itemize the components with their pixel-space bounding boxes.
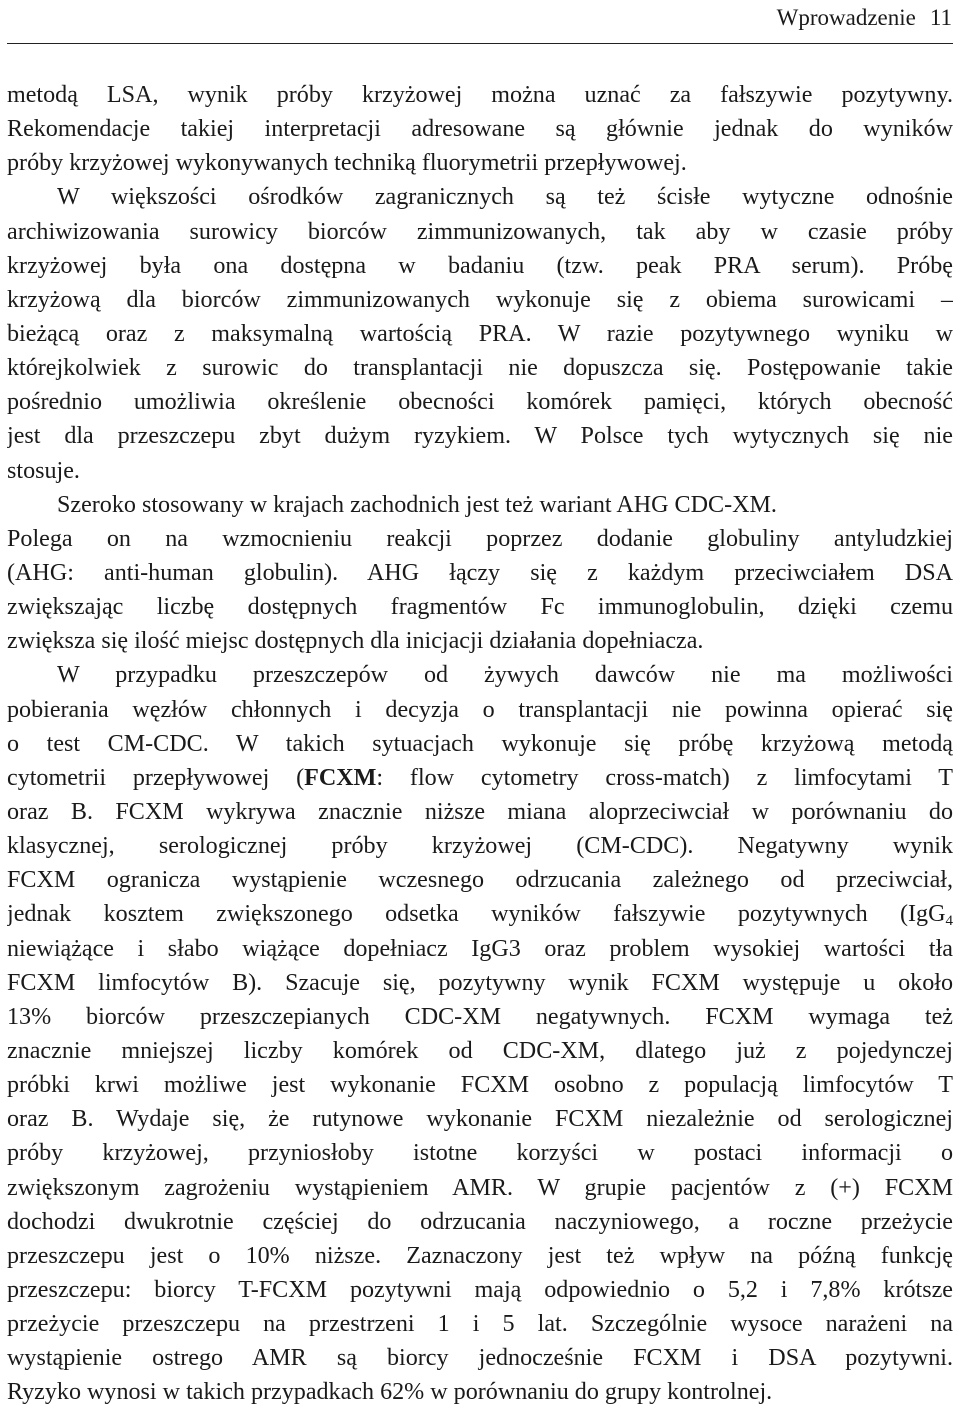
text-line: przeszczepu jest o 10% niższe. Zaznaczony jest też wpływ na późną funkcję	[7, 1242, 953, 1269]
text-line: FCXM ogranicza wystąpienie wczesnego odrzucania zależnego od przeciwciał,	[7, 867, 953, 894]
text-line	[7, 761, 953, 795]
text-line: niewiążące i słabo wiążące dopełniacz IgG3 oraz problem wysokiej wartości tła	[7, 935, 953, 962]
text-line: bieżącą oraz z maksymalną wartością PRA. W razie pozytywnego wyniku w	[7, 320, 953, 347]
text-line: znacznie mniejszej liczby komórek od CDC-XM, dlatego już z pojedynczej	[7, 1037, 953, 1064]
text-line: oraz B. Wydaje się, że rutynowe wykonanie FCXM niezależnie od serologicznej	[7, 1106, 953, 1133]
text-line: zwiększonym zagrożeniu wystąpieniem AMR. W grupie pacjentów z (+) FCXM	[7, 1174, 953, 1201]
text-segment: cytometrii przepływowej (	[7, 764, 305, 791]
header-rule	[7, 43, 953, 44]
text-line: o test CM-CDC. W takich sytuacjach wykonuje się próbę krzyżową metodą	[7, 730, 953, 757]
text-line: stosuje.	[7, 457, 80, 484]
text-line: FCXM limfocytów B). Szacuje się, pozytywny wynik FCXM występuje u około	[7, 969, 953, 996]
text-line: Polega on na wzmocnieniu reakcji poprzez dodanie globuliny antyludzkiej	[7, 525, 953, 552]
section-title: Wprowadzenie	[776, 5, 916, 30]
text-line: zwiększając liczbę dostępnych fragmentów Fc immunoglobulin, dzięki czemu	[7, 594, 953, 621]
text-line: krzyżowej była ona dostępna w badaniu (tzw. peak PRA serum). Próbę	[7, 252, 953, 279]
text-line: Ryzyko wynosi w takich przypadkach 62% w porównaniu do grupy kontrolnej.	[7, 1379, 773, 1406]
text-line: dochodzi dwukrotnie częściej do odrzucania naczyniowego, a roczne przeżycie	[7, 1208, 953, 1235]
text-line: W przypadku przeszczepów od żywych dawców nie ma możliwości	[57, 662, 953, 689]
text-line: krzyżową dla biorców zimmunizowanych wykonuje się z obiema surowicami –	[7, 286, 953, 313]
text-line: pobierania węzłów chłonnych i decyzja o transplantacji nie powinna opierać się	[7, 696, 953, 723]
text-line: jest dla przeszczepu zbyt dużym ryzykiem. W Polsce tych wytycznych się nie	[7, 423, 953, 450]
running-head	[777, 4, 952, 32]
text-line: przeszczepu: biorcy T-FCXM pozytywni mają odpowiednio o 5,2 i 7,8% krótsze	[7, 1276, 953, 1303]
subscript: 4	[945, 913, 953, 930]
fcxm-term: FCXM	[304, 764, 377, 791]
text-line: klasycznej, serologicznej próby krzyżowej (CM-CDC). Negatywny wynik	[7, 833, 953, 860]
text-line: którejkolwiek z surowic do transplantacji nie dopuszcza się. Postępowanie takie	[7, 355, 953, 382]
text-segment: jednak kosztem zwiększonego odsetka wyników fałszywie pozytywnych (IgG	[7, 901, 946, 928]
text-segment: : flow cytometry cross-match) z limfocytami T	[376, 764, 953, 791]
text-line: wystąpienie ostrego AMR są biorcy jednocześnie FCXM i DSA pozytywni.	[7, 1345, 953, 1372]
text-line: W większości ośrodków zagranicznych są też ścisłe wytyczne odnośnie	[57, 184, 953, 211]
text-line: przeżycie przeszczepu na przestrzeni 1 i 5 lat. Szczególnie wysoce narażeni na	[7, 1311, 953, 1338]
text-line: Szeroko stosowany w krajach zachodnich jest też wariant AHG CDC-XM.	[57, 491, 777, 518]
text-line: próby krzyżowej wykonywanych techniką fluorymetrii przepływowej.	[7, 150, 687, 177]
text-line: (AHG: anti-human globulin). AHG łączy się z każdym przeciwciałem DSA	[7, 559, 953, 586]
text-line: archiwizowania surowicy biorców zimmunizowanych, tak aby w czasie próby	[7, 218, 953, 245]
text-line: oraz B. FCXM wykrywa znacznie niższe miana aloprzeciwciał w porównaniu do	[7, 798, 953, 825]
text-line	[7, 897, 953, 931]
text-line: 13% biorców przeszczepianych CDC-XM negatywnych. FCXM wymaga też	[7, 1003, 953, 1030]
body-text	[7, 78, 953, 1409]
text-line: pośrednio umożliwia określenie obecności komórek pamięci, których obecność	[7, 389, 953, 416]
page-header	[0, 0, 960, 44]
text-line: próbki krwi możliwe jest wykonanie FCXM osobno z populacją limfocytów T	[7, 1072, 953, 1099]
text-line: zwiększa się ilość miejsc dostępnych dla inicjacji działania dopełniacza.	[7, 628, 704, 655]
text-line: metodą LSA, wynik próby krzyżowej można uznać za fałszywie pozytywny.	[7, 82, 953, 108]
text-line: Rekomendacje takiej interpretacji adresowane są głównie jednak do wyników	[7, 116, 953, 143]
page-number: 11	[929, 5, 952, 30]
text-line: próby krzyżowej, przyniosłoby istotne korzyści w postaci informacji o	[7, 1140, 953, 1167]
